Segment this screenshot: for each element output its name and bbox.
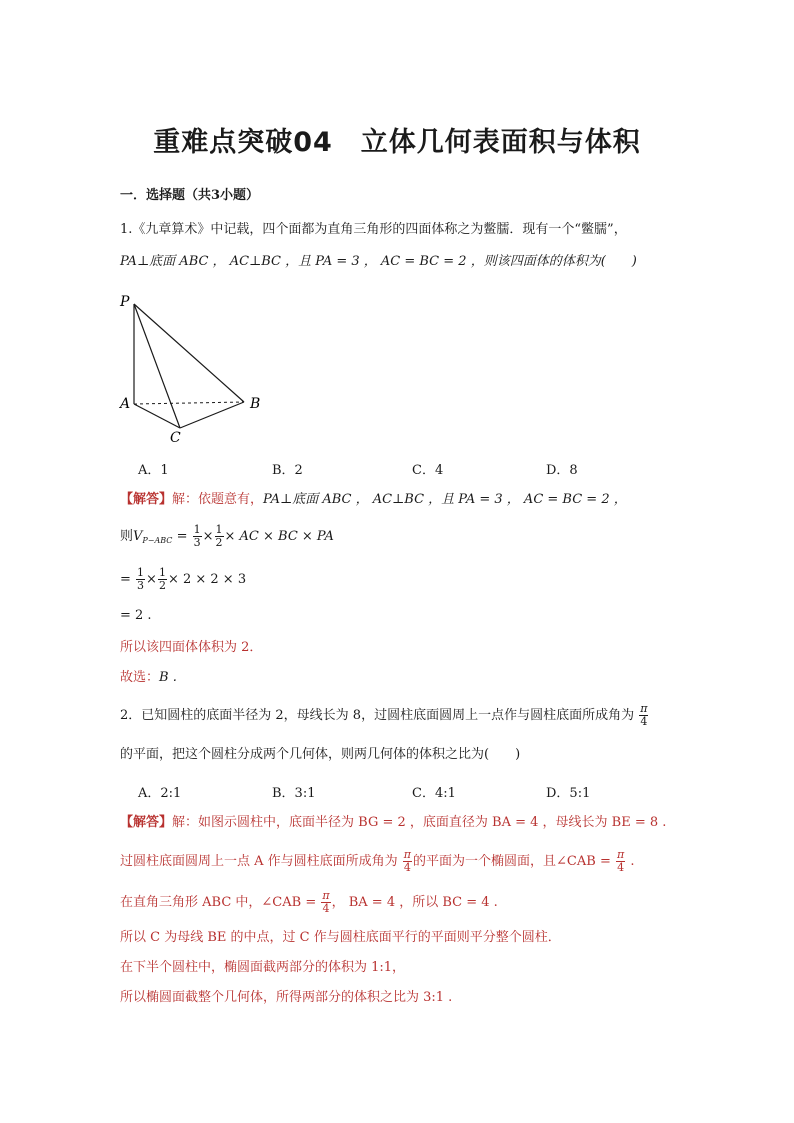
edge-cb	[180, 402, 244, 428]
q2-option-a: A．2:1	[138, 786, 182, 801]
q2-answer-line4: 所以 C 为母线 BE 的中点，过 C 作与圆柱底面平行的平面则平分整个圆柱．	[120, 930, 561, 945]
edge-pc	[134, 304, 180, 428]
edge-ac	[134, 404, 180, 428]
fraction-pi-over-4: $\frac{\pi}{4}$	[640, 702, 648, 728]
q1-answer-line1	[120, 490, 627, 510]
q1-option-c: C．4	[412, 463, 444, 478]
q1-option-a: A．1	[138, 463, 169, 478]
q2-answer-line6: 所以椭圆面截整个几何体，所得两部分的体积之比为 3:1 .	[120, 990, 453, 1005]
q2-option-b: B．3:1	[272, 786, 316, 801]
answer-given: PA⊥底面 ABC ， AC⊥BC ，且 PA = 3 ， AC = BC = 2 ，	[263, 492, 627, 507]
label-c: C	[170, 430, 181, 446]
label-a: A	[120, 396, 131, 412]
fraction-one-third: $\frac{1}{3}$	[193, 523, 201, 549]
q2-text-line2: 的平面，把这个圆柱分成两个几何体，则两几何体的体积之比为( )	[120, 747, 521, 762]
q2-text-line1: 2．已知圆柱的底面半径为 2，母线长为 8，过圆柱底面圆周上一点作与圆柱底面所成角为 $\frac{\pi}{4}$	[120, 702, 648, 728]
label-b: B	[250, 396, 261, 412]
q1-answer-line3: = $\frac{1}{3}$ × $\frac{1}{2}$ × 2 × 2 × 3	[120, 566, 247, 592]
q2-answer-line1: 【解答】解：如图示圆柱中，底面半径为 BG = 2 ，底面直径为 BA = 4 ，母线长为 BE = 8 .	[120, 815, 667, 830]
q2-answer-line5: 在下半个圆柱中，椭圆面截两部分的体积为 1:1，	[120, 960, 406, 975]
q2-option-c: C．4:1	[412, 786, 456, 801]
answer-intro: 解：依题意有，	[172, 492, 264, 507]
answer-lead: 【解答】	[120, 492, 173, 507]
q2-answer-line2: 过圆柱底面圆周上一点 A 作与圆柱底面所成角为 $\frac{\pi}{4}$ 的平面为一个椭圆面，且∠CAB = $\frac{\pi}{4}$ .	[120, 848, 635, 874]
tetrahedron-figure	[110, 288, 270, 448]
fraction-one-half: $\frac{1}{2}$	[215, 523, 223, 549]
section-heading: 一．选择题（共3小题）	[120, 188, 260, 203]
q1-answer-line2: 则$V_{P-ABC}$ = $\frac{1}{3}$ × $\frac{1}{2}$ × AC × BC × PA	[120, 523, 334, 549]
page-title: 重难点突破04 立体几何表面积与体积	[153, 127, 641, 158]
label-p: P	[120, 294, 130, 310]
q2-option-d: D．5:1	[546, 786, 591, 801]
q1-conclusion: 所以该四面体体积为 2．	[120, 640, 263, 655]
q1-option-b: B．2	[272, 463, 303, 478]
q1-text-line1: 1.《九章算术》中记载，四个面都为直角三角形的四面体称之为鳖臑．现有一个“鳖臑”，	[120, 222, 627, 237]
q1-text-line2: PA⊥底面 ABC ， AC⊥BC ，且 PA = 3 ， AC = BC = 2 ，则该四面体的体积为( )	[120, 254, 637, 269]
q1-choice: 故选：B .	[120, 670, 177, 685]
edge-ab-hidden	[134, 402, 244, 404]
edge-pb	[134, 304, 244, 402]
q2-answer-line3: 在直角三角形 ABC 中，∠CAB = $\frac{\pi}{4}$ ， BA = 4 ，所以 BC = 4 .	[120, 889, 498, 915]
q1-answer-line4: = 2 .	[120, 608, 152, 623]
q1-option-d: D．8	[546, 463, 578, 478]
